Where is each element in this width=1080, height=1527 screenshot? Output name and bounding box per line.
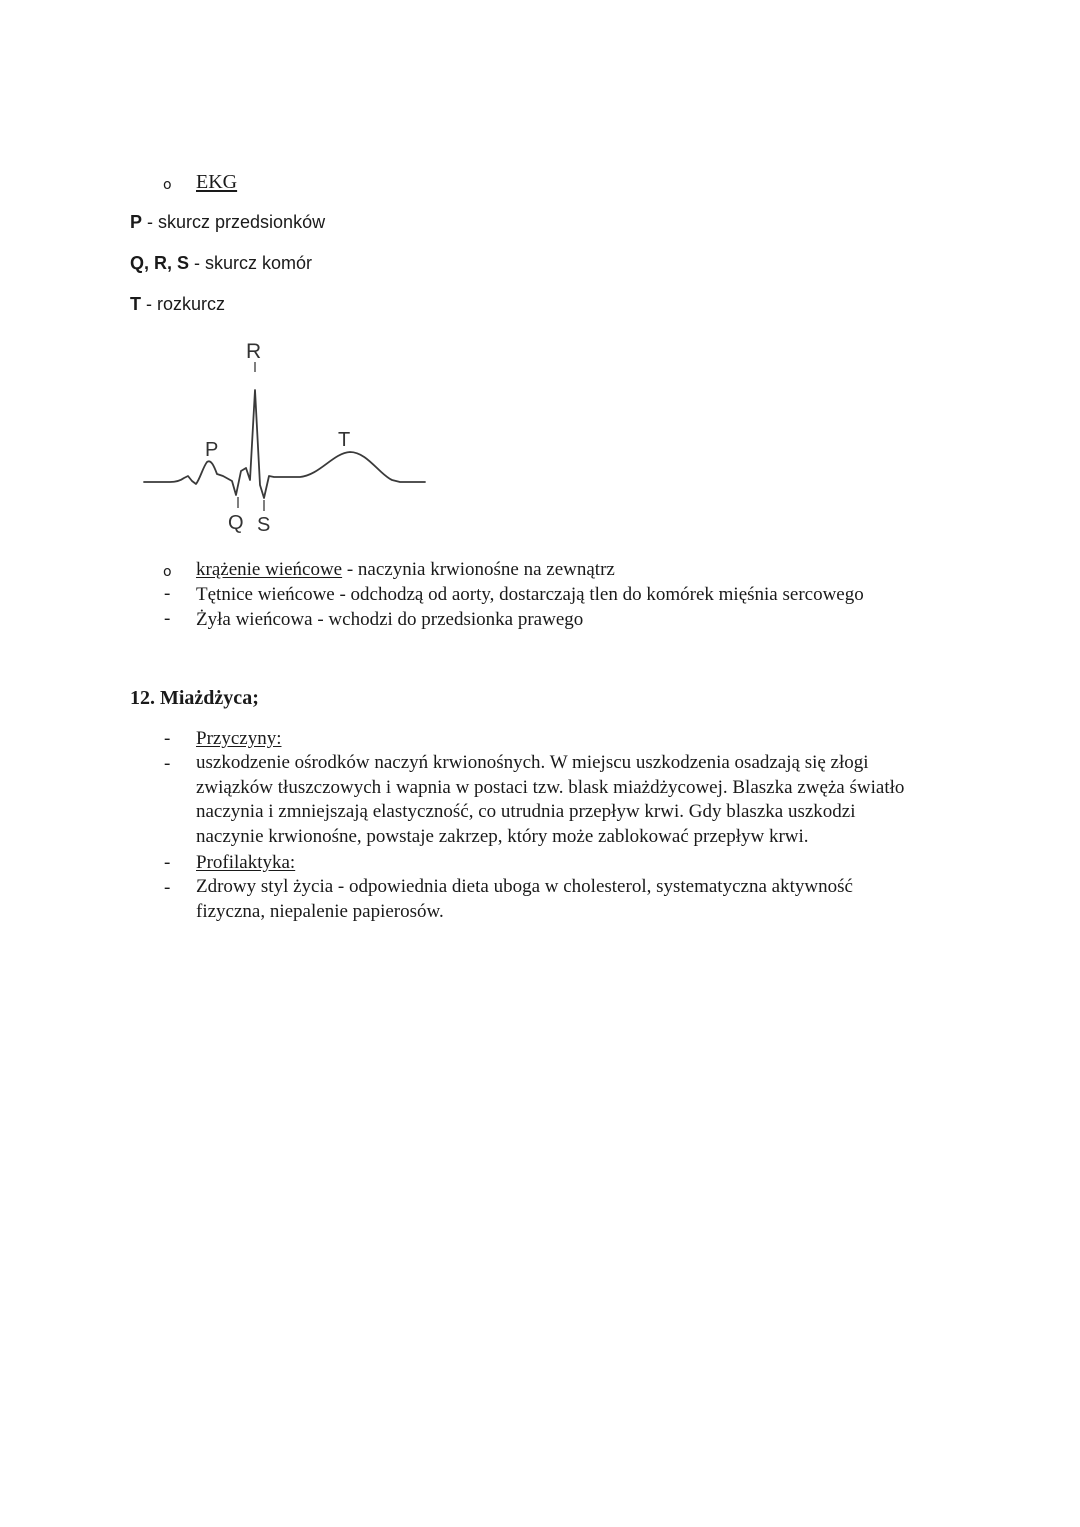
causes-line: związków tłuszczowych i wapnia w postaci tzw. blask miażdżycowej. Blaszka zwęża światło (196, 776, 905, 798)
legend-key: Q, R, S (130, 253, 190, 273)
legend-text: - rozkurcz (141, 294, 226, 314)
causes-label: Przyczyny: (196, 728, 282, 749)
label-p: P (205, 439, 219, 461)
section-heading: 12. Miażdżyca; (130, 687, 259, 709)
legend-item-t (130, 294, 225, 315)
legend-text: - skurcz komór (189, 253, 313, 273)
list-bullet: o (163, 177, 172, 193)
list-dash: - (164, 753, 171, 774)
coronary-item (196, 558, 615, 583)
list-dash: - (164, 852, 171, 873)
label-r: R (246, 340, 262, 363)
coronary-vein: Żyła wieńcowa - wchodzi do przedsionka prawego (196, 609, 584, 630)
causes-line: naczynia i zmniejszają elastyczność, co utrudnia przepływ krwi. Gdy blaszka uszkodzi (196, 801, 856, 822)
label-s: S (257, 514, 271, 536)
legend-key: P (130, 212, 143, 232)
legend-item-p (130, 212, 325, 233)
ekg-waveform (144, 390, 425, 498)
causes-line: naczynie krwionośne, powstaje zakrzep, który może zablokować przepływ krwi. (196, 825, 809, 847)
list-dash: - (164, 608, 171, 629)
label-q: Q (228, 512, 244, 534)
legend-text: - skurcz przedsionków (142, 212, 326, 232)
causes-line: uszkodzenie ośrodków naczyń krwionośnych. W miejscu uszkodzenia osadzają się złogi (196, 752, 869, 773)
prevention-text (196, 875, 853, 924)
list-bullet: o (163, 564, 172, 580)
ekg-heading: EKG (196, 171, 238, 193)
list-dash: - (164, 877, 171, 898)
ekg-diagram (140, 335, 430, 540)
prevention-line: fizyczna, niepalenie papierosów. (196, 900, 444, 922)
coronary-term: krążenie wieńcowe (196, 559, 343, 580)
legend-key: T (130, 294, 141, 314)
legend-item-qrs (130, 253, 312, 274)
label-t: T (338, 429, 351, 451)
list-dash: - (164, 583, 171, 604)
causes-text (196, 751, 904, 849)
list-dash: - (164, 728, 171, 749)
coronary-arteries: Tętnice wieńcowe - odchodzą od aorty, dostarczają tlen do komórek mięśnia sercowego (196, 584, 864, 605)
prevention-label: Profilaktyka: (196, 852, 296, 873)
prevention-line: Zdrowy styl życia - odpowiednia dieta uboga w cholesterol, systematyczna aktywność (196, 876, 853, 897)
coronary-desc: - naczynia krwionośne na zewnątrz (342, 559, 615, 580)
